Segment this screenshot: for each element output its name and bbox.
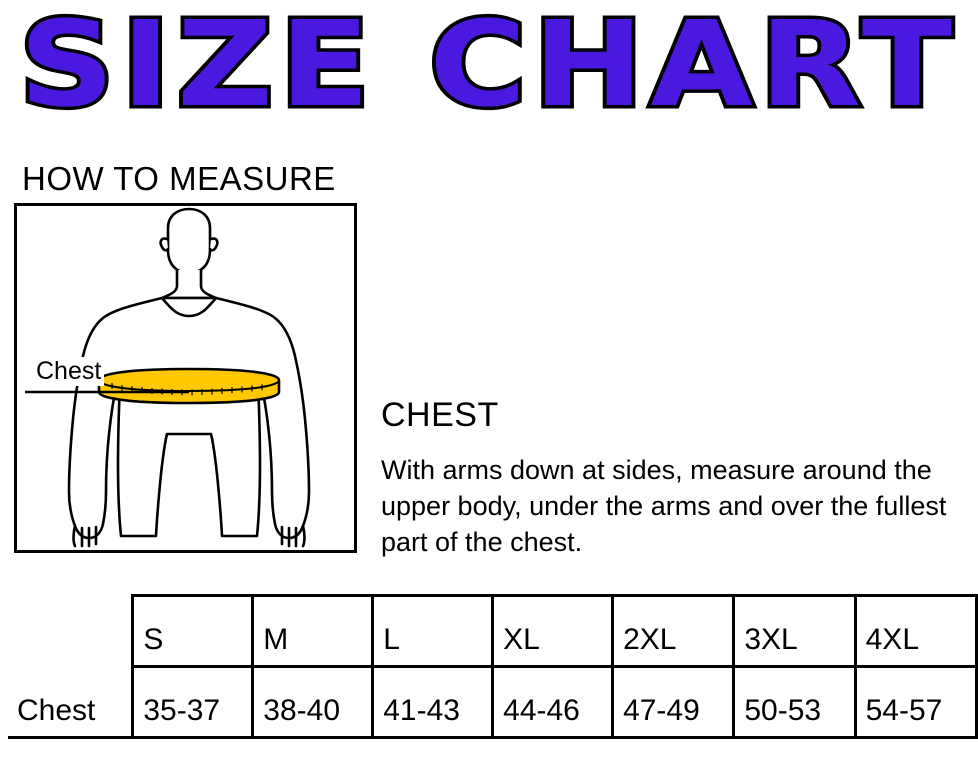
header-cell-m: M <box>253 596 373 667</box>
how-to-measure-heading: HOW TO MEASURE <box>22 160 336 197</box>
header-cell-s: S <box>133 596 253 667</box>
header-cell-blank <box>8 596 133 667</box>
cell-chest-s: 35-37 <box>133 667 253 738</box>
cell-chest-l: 41-43 <box>373 667 493 738</box>
cell-chest-xl: 44-46 <box>493 667 613 738</box>
header-cell-xl: XL <box>493 596 613 667</box>
size-chart-table <box>8 594 978 739</box>
chest-callout-label: Chest <box>33 357 104 386</box>
table-header-row <box>8 596 977 667</box>
header-cell-3xl: 3XL <box>734 596 855 667</box>
cell-chest-3xl: 50-53 <box>734 667 855 738</box>
cell-chest-m: 38-40 <box>253 667 373 738</box>
cell-chest-2xl: 47-49 <box>613 667 734 738</box>
header-cell-2xl: 2XL <box>613 596 734 667</box>
tape-measure-icon <box>99 369 279 403</box>
header-cell-4xl: 4XL <box>855 596 976 667</box>
row-label-chest: Chest <box>8 667 133 738</box>
header-cell-l: L <box>373 596 493 667</box>
description-body: With arms down at sides, measure around the upper body, under the arms and over the fullest part of the chest. <box>381 455 947 557</box>
page-title: SIZE CHART <box>19 0 959 133</box>
cell-chest-4xl: 54-57 <box>855 667 976 738</box>
table-row <box>8 667 977 738</box>
description-heading: CHEST <box>381 396 499 434</box>
